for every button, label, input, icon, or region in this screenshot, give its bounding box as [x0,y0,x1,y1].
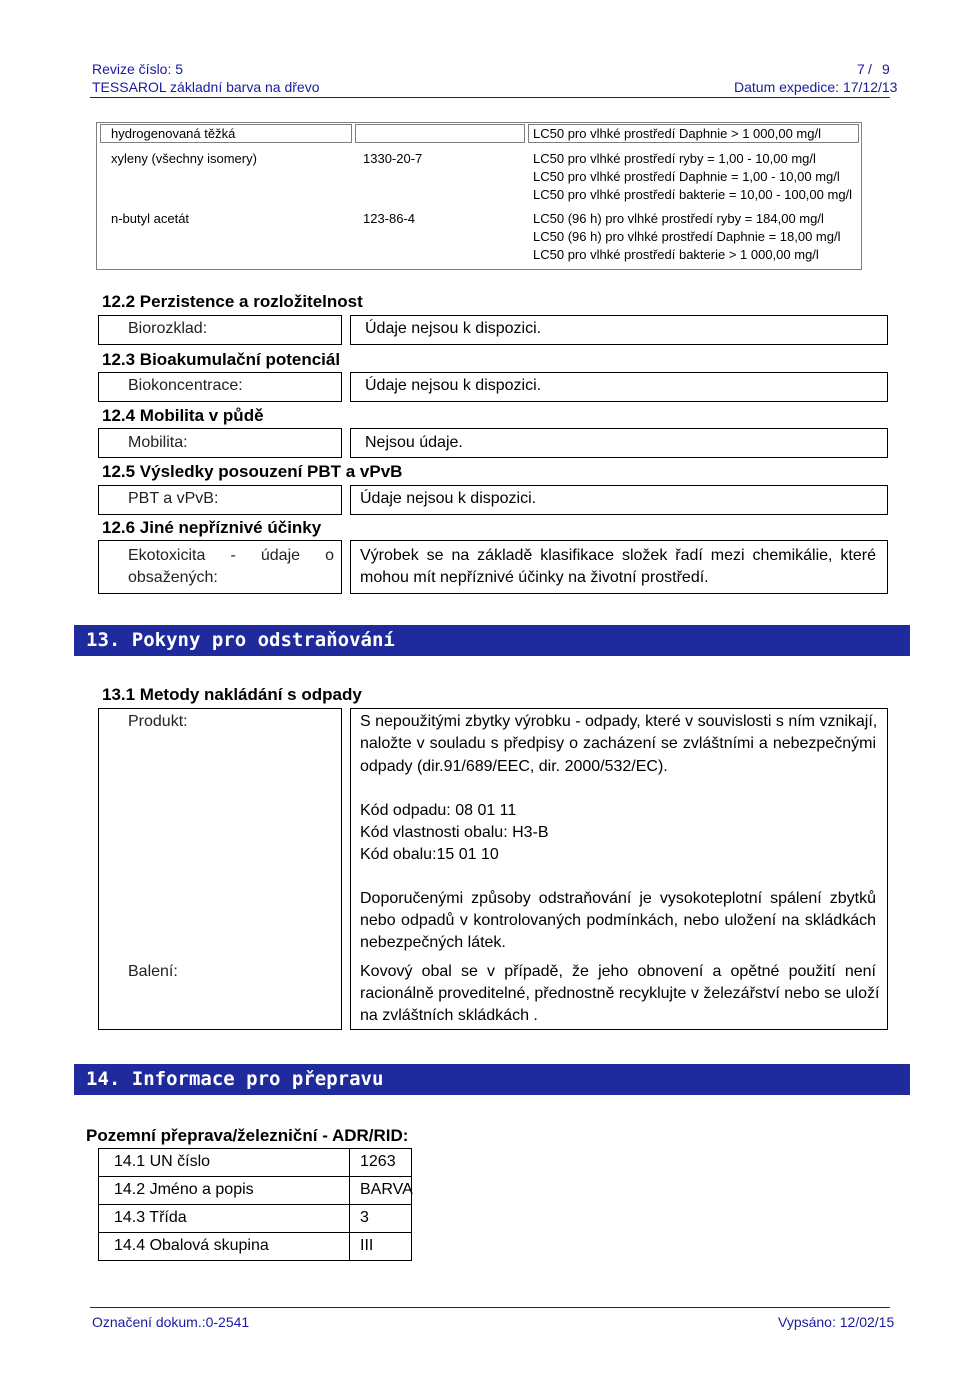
page-total: 9 [882,61,890,77]
product-name: TESSAROL základní barva na dřevo [92,79,320,95]
heading-12-6: 12.6 Jiné nepříznivé účinky [102,518,322,537]
waste-text: S nepoužitými zbytky výrobku - odpady, které v souvislosti s ním vznikají, [360,713,878,730]
value-box [350,708,888,1030]
page-current: 7 [857,61,865,77]
page-separator: / [868,61,872,77]
section-14-bar: 14. Informace pro přepravu [74,1064,910,1095]
ecotox-row-cas: 1330-20-7 [363,151,423,166]
transport-subheading: Pozemní přeprava/železniční - ADR/RID: [86,1126,409,1145]
waste-text: odpady (dir.91/689/EEC, dir. 2000/532/EC). [360,758,668,775]
packing-group-label: 14.4 Obalová skupina [114,1237,269,1254]
ecotox-row-cas: 123-86-4 [363,211,416,226]
waste-text: naložte v souladu s předpisy o zacházení se zvláštními a nebezpečnými [360,735,876,752]
ecotox-row-value: LC50 pro vlhké prostředí ryby = 1,00 - 10,00 mg/l [533,151,816,166]
disposal-text: nebo odpadů v kontrolovaných podmínkách, nebo uložení na skládkách [360,912,876,929]
bioconcentration-value: Údaje nejsou k dispozici. [365,377,542,394]
biodegradation-label: Biorozklad: [128,320,208,337]
issue-date: Datum expedice: 17/12/13 [734,79,898,95]
packaging-text: Kovový obal se v případě, že jeho obnovení a opětné použití není [360,963,876,980]
heading-12-4: 12.4 Mobilita v půdě [102,406,264,425]
document-id: Označení dokum.:0-2541 [92,1314,250,1330]
mobility-label: Mobilita: [128,434,188,451]
biodegradation-value: Údaje nejsou k dispozici. [365,320,542,337]
footer-rule [90,1307,890,1308]
ecotox-label-line2: obsažených: [128,569,218,586]
table-row-line [98,1176,412,1177]
ecotox-row-value: LC50 (96 h) pro vlhké prostředí ryby = 184,00 mg/l [533,211,824,226]
product-label: Produkt: [128,713,188,730]
ecotox-cas-cell [355,124,525,143]
packaging-text: racionálně proveditelné, přednostně recyklujte v železářství nebo se uloží [360,985,880,1002]
ecotox-row-value: LC50 pro vlhké prostředí Daphnie = 1,00 - 10,00 mg/l [533,169,840,184]
heading-12-5: 12.5 Výsledky posouzení PBT a vPvB [102,462,403,481]
table-row-line [98,1232,412,1233]
pbt-label: PBT a vPvB: [128,490,219,507]
packaging-label: Balení: [128,963,178,980]
packaging-text: na zvláštních skládkách . [360,1007,538,1024]
waste-code: Kód odpadu: 08 01 11 [360,802,517,819]
disposal-text: nebezpečných látek. [360,934,506,951]
ecotox-row-name: xyleny (všechny isomery) [111,151,257,166]
heading-12-2: 12.2 Perzistence a rozložitelnost [102,292,363,311]
heading-13-1: 13.1 Metody nakládání s odpady [102,685,362,704]
pbt-value: Údaje nejsou k dispozici. [360,490,537,507]
heading-12-3: 12.3 Bioakumulační potenciál [102,350,341,369]
disposal-text: Doporučenými způsoby odstraňování je vysokoteplotní spálení zbytků [360,890,876,907]
revision-number: Revize číslo: 5 [92,61,184,77]
ecotox-row-value: LC50 (96 h) pro vlhké prostředí Daphnie = 18,00 mg/l [533,229,841,244]
class-value: 3 [360,1209,369,1226]
mobility-value: Nejsou údaje. [365,434,463,451]
packing-group-value: III [360,1237,374,1254]
bioconcentration-label: Biokoncentrace: [128,377,243,394]
ecotox-row-name: hydrogenovaná těžká [111,126,236,141]
issued-date: Vypsáno: 12/02/15 [778,1314,895,1330]
un-number-value: 1263 [360,1153,396,1170]
packaging-code: Kód obalu:15 01 10 [360,846,499,863]
un-number-label: 14.1 UN číslo [114,1153,211,1170]
ecotox-row-value: LC50 pro vlhké prostředí Daphnie > 1 000,00 mg/l [533,126,821,141]
section-13-bar: 13. Pokyny pro odstraňování [74,625,910,656]
ecotox-text-line2: mohou mít nepříznivé účinky na životní prostředí. [360,569,709,586]
ecotox-row-name: n-butyl acetát [111,211,190,226]
name-description-label: 14.2 Jméno a popis [114,1181,254,1198]
ecotox-row-value: LC50 pro vlhké prostředí bakterie > 1 000,00 mg/l [533,247,819,262]
name-description-value: BARVA [360,1181,413,1198]
ecotox-text: Výrobek se na základě klasifikace složek řadí mezi chemikálie, které [360,547,876,564]
packaging-property-code: Kód vlastnosti obalu: H3-B [360,824,549,841]
header-rule [90,97,890,98]
class-label: 14.3 Třída [114,1209,187,1226]
ecotox-row-value: LC50 pro vlhké prostředí bakterie = 10,00 - 100,00 mg/l [533,187,853,202]
ecotox-label: Ekotoxicita - údaje o [128,547,334,564]
label-box [98,708,342,1030]
table-row-line [98,1204,412,1205]
